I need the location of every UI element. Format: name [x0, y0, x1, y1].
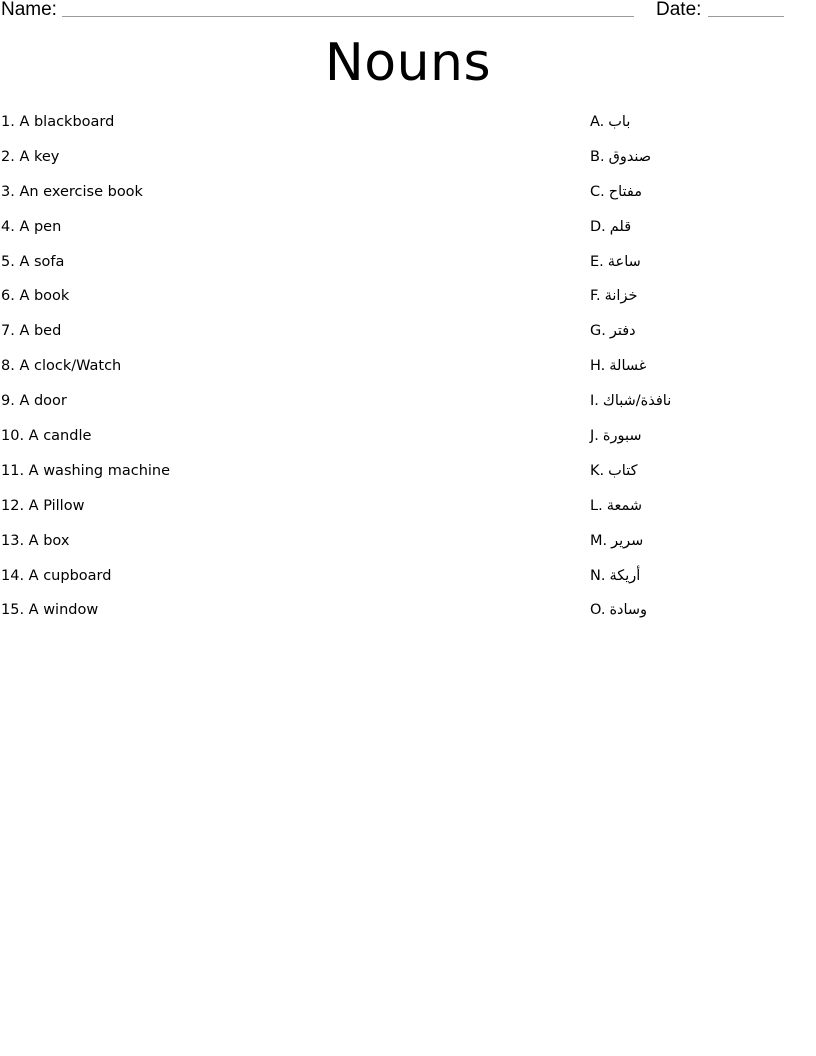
option-letter: B. — [590, 148, 605, 165]
arabic-item — [590, 566, 810, 601]
page-title: Nouns — [324, 33, 492, 93]
english-item: 6. A book — [1, 288, 70, 305]
arabic-item — [590, 321, 810, 356]
english-word-list — [1, 112, 501, 635]
option-letter: G. — [590, 323, 606, 340]
option-letter: D. — [590, 218, 606, 235]
arabic-word: غسالة — [609, 358, 647, 375]
arabic-item — [590, 461, 810, 496]
english-item: 12. A Pillow — [1, 497, 85, 514]
option-letter: I. — [590, 393, 599, 410]
arabic-word: دفتر — [609, 323, 636, 340]
option-letter: F. — [590, 288, 601, 305]
option-letter: M. — [590, 532, 608, 549]
arabic-item — [590, 356, 810, 391]
arabic-word: سبورة — [602, 428, 642, 445]
arabic-item — [590, 112, 810, 147]
arabic-word: وسادة — [609, 602, 648, 619]
english-item: 11. A washing machine — [1, 462, 171, 479]
arabic-word: كتاب — [608, 462, 638, 479]
arabic-item — [590, 217, 810, 252]
english-item: 1. A blackboard — [1, 114, 115, 130]
arabic-word: صندوق — [608, 148, 652, 165]
arabic-word: قلم — [609, 218, 632, 235]
english-item: 3. An exercise book — [1, 183, 143, 200]
english-item: 13. A box — [1, 532, 70, 549]
name-blank-line — [62, 16, 634, 17]
option-letter: L. — [590, 497, 603, 514]
arabic-item — [590, 391, 810, 426]
english-item: 7. A bed — [1, 323, 62, 340]
arabic-word: شمعة — [606, 497, 642, 514]
arabic-word: مفتاح — [608, 183, 642, 200]
option-letter: N. — [590, 567, 606, 584]
arabic-word: خزانة — [604, 288, 638, 305]
english-item: 4. A pen — [1, 218, 62, 235]
date-label: Date: — [656, 0, 702, 20]
date-blank-line — [708, 16, 784, 17]
arabic-word: ساعة — [607, 253, 641, 270]
option-letter: O. — [590, 602, 606, 619]
arabic-word: باب — [608, 114, 631, 130]
arabic-word: نافذة/شباك — [602, 393, 672, 410]
english-item: 14. A cupboard — [1, 567, 112, 584]
arabic-word: أريكة — [609, 567, 641, 584]
option-letter: A. — [590, 114, 605, 130]
english-item: 10. A candle — [1, 428, 92, 445]
arabic-item — [590, 531, 810, 566]
english-item: 15. A window — [1, 602, 99, 619]
name-label: Name: — [1, 0, 57, 20]
english-item: 2. A key — [1, 148, 60, 165]
arabic-item — [590, 286, 810, 321]
option-letter: C. — [590, 183, 605, 200]
english-item: 8. A clock/Watch — [1, 358, 122, 375]
english-item: 9. A door — [1, 393, 67, 410]
option-letter: K. — [590, 462, 605, 479]
arabic-item — [590, 600, 810, 635]
arabic-word-list — [590, 112, 810, 635]
arabic-item — [590, 182, 810, 217]
option-letter: H. — [590, 358, 606, 375]
arabic-item — [590, 252, 810, 287]
arabic-item — [590, 147, 810, 182]
arabic-item — [590, 496, 810, 531]
english-item: 5. A sofa — [1, 253, 65, 270]
arabic-item — [590, 426, 810, 461]
header — [0, 0, 816, 22]
option-letter: J. — [590, 428, 599, 445]
option-letter: E. — [590, 253, 604, 270]
arabic-word: سرير — [611, 532, 644, 549]
